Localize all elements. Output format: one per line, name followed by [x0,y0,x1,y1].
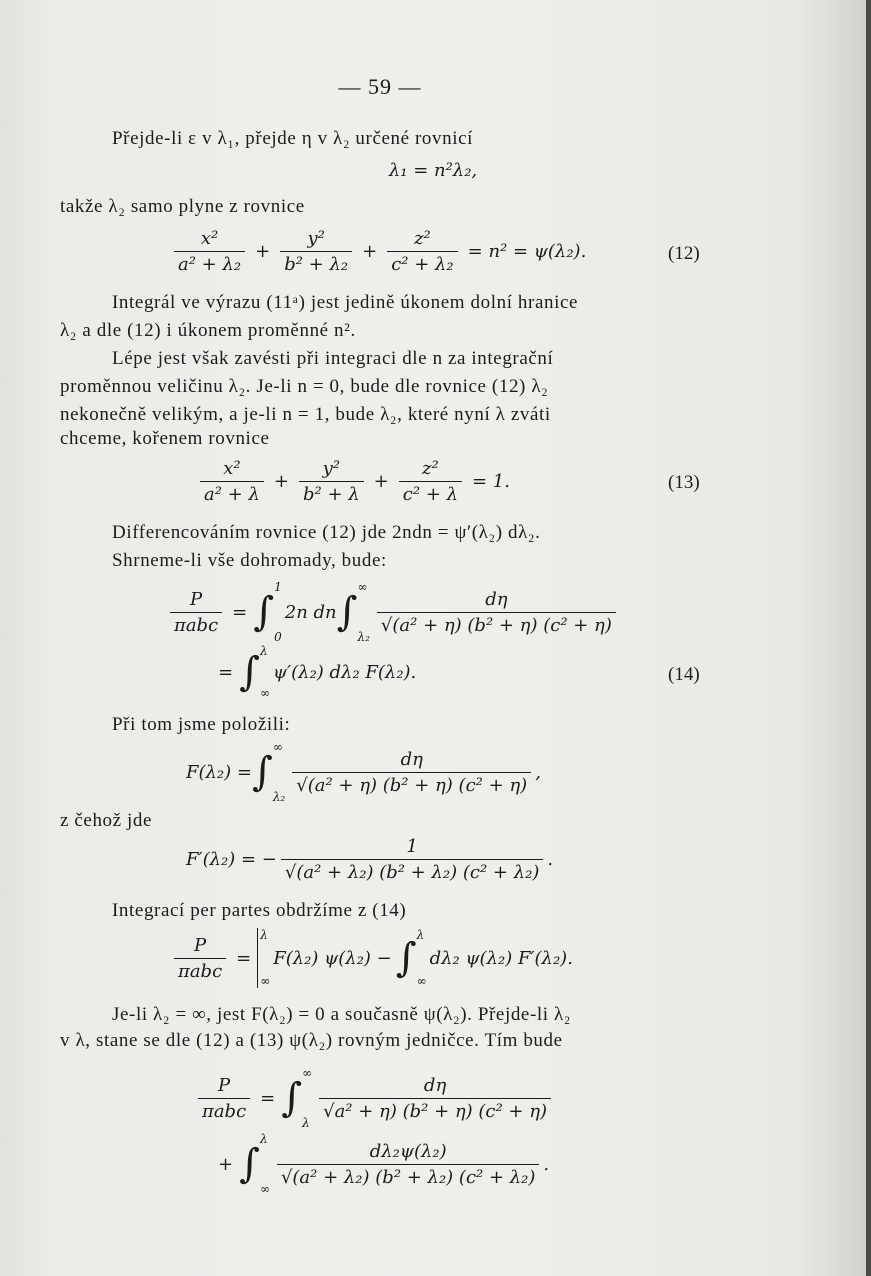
eq14-line2-lower: ∞ [259,686,270,700]
eqFinal-lower2: ∞ [259,1182,270,1196]
equation-per-partes: $\frac{P}{\text{πabc}}$ = λ ∞ F(λ₂) ψ(λ₂) − ∫ λ ∞ dλ₂ ψ(λ₂) F′(λ₂). [0,928,866,988]
paragraph-line: Lépe jest však zavésti při integraci dle n za integrační [112,348,554,369]
eqFinal-upper2: λ [259,1132,268,1146]
eqFprime-lhs: F′(λ₂) = − [186,849,277,870]
eqFinal-tail: . [543,1153,550,1175]
eqPP-body1: F(λ₂) ψ(λ₂) − [273,947,392,969]
paragraph-line: nekonečně velikým, a je-li n = 1, bude λ₂, které nyní λ zváti [60,404,551,425]
eq14-frac-num: dη [485,588,508,610]
eqPP-lhs-num: P [194,934,207,956]
paragraph-line: Shrneme-li vše dohromady, bude: [112,550,387,571]
integral-sign: ∫ [239,1141,260,1187]
eqFinal-lhs-den: πabc [198,1098,250,1122]
equation-label-13: (13) [668,472,700,493]
eqFinal-lhs-num: P [218,1074,231,1096]
eqFinal-lower1: λ [302,1116,310,1130]
eqFprime-den: √(a² + λ₂) (b² + λ₂) (c² + λ₂) [281,859,543,883]
paragraph-line: λ₂ a dle (12) i úkonem proměnné n². [60,320,356,341]
eqFinal-upper1: ∞ [302,1066,313,1080]
eq13-t3-num: z² [422,458,439,479]
eqF-lower: λ₂ [272,790,286,804]
paragraph-line: z čehož jde [60,810,153,831]
eqFinal-den2: √(a² + λ₂) (b² + λ₂) (c² + λ₂) [277,1164,539,1188]
eq12-t2-num: y² [307,228,325,249]
eq12-t2-den: b² + λ₂ [280,251,352,275]
equation-F [0,740,866,804]
eqF-tail: , [535,761,541,783]
paragraph-line: Přejde-li ε v λ₁, přejde η v λ₂ určené rovnicí [112,128,474,149]
eq14-int1-upper: 1 [274,580,282,594]
paragraph-line: Je-li λ₂ = ∞, jest F(λ₂) = 0 a současně ψ(λ₂). Přejde-li λ₂ [112,1004,572,1025]
eqPP-int-upper: λ [416,928,425,942]
integral-sign: ∫ [251,749,273,795]
page-edge [866,0,871,1276]
equation-final-line2: + ∫ λ ∞ $\frac{\text{dλ₂ψ(λ₂)}}{\text{√(a² + λ₂) (b² + λ₂) (c² + λ₂)}}$ . [218,1132,550,1196]
eq13-t1-den: a² + λ [200,481,264,505]
equation-lambda: λ₁ = n²λ₂, [388,160,478,181]
eq14-int2-lower: λ₂ [357,630,370,644]
eq12-rhs: = n² = ψ(λ₂). [467,241,587,262]
integral-sign: ∫ [281,1075,303,1121]
eqF-den: √(a² + η) (b² + η) (c² + η) [292,772,531,796]
equation-13: $\frac{\text{x²}}{\text{a² + λ}}$ + $\frac{\text{y²}}{\text{b² + λ}}$ + $\frac{\text{z²}}{\text{c² + λ}}$ = 1. [0,458,866,505]
eq14-lhs-den: πabc [170,612,222,636]
eqFprime-num: 1 [406,836,418,857]
eq14-int1-body: 2n dn [284,601,337,623]
eq13-t2-den: b² + λ [299,481,364,505]
integral-sign: ∫ [239,649,260,695]
evaluation-bar [257,928,258,988]
integral-sign: ∫ [253,589,275,635]
eqFprime-tail: . [547,849,554,870]
eq13-t3-den: c² + λ [399,481,462,505]
integral-sign: ∫ [336,589,358,635]
paragraph-line: takže λ₂ samo plyne z rovnice [60,196,305,217]
eq13-t1-num: x² [223,458,241,479]
eq13-t2-num: y² [322,458,341,479]
eq14-int2-upper: ∞ [357,580,368,594]
eqPP-int-lower: ∞ [416,974,427,988]
paragraph-line: proměnnou veličinu λ₂. Je-li n = 0, bude dle rovnice (12) λ₂ [60,376,549,397]
eq14-lhs-num: P [190,588,203,610]
eq14-line2-upper: λ [259,644,268,658]
eqPP-body2: dλ₂ ψ(λ₂) F′(λ₂). [429,947,573,969]
equation-label-12: (12) [668,243,700,264]
eq14-line2-body: ψ′(λ₂) dλ₂ F(λ₂). [272,661,417,683]
paragraph-line: Integrací per partes obdržíme z (14) [112,900,407,921]
paragraph-line: chceme, kořenem rovnice [60,428,270,449]
eqFinal-num2: dλ₂ψ(λ₂) [369,1140,447,1162]
equation-label-14: (14) [668,664,700,685]
eqPP-bar-upper: λ [260,928,268,942]
eqPP-lhs-den: πabc [174,958,226,982]
eq12-t1-num: x² [200,228,219,249]
integral-sign: ∫ [395,935,417,981]
eqF-num: dη [400,748,423,770]
eq13-rhs: = 1. [471,471,510,492]
page-number: — 59 — [338,74,422,99]
paragraph-line: Integrál ve výrazu (11ᵃ) jest jedině úkonem dolní hranice [112,292,579,313]
paragraph-line: v λ, stane se dle (12) a (13) ψ(λ₂) rovným jedničce. Tím bude [60,1030,563,1051]
eq12-t1-den: a² + λ₂ [174,251,245,275]
eqF-upper: ∞ [272,740,283,754]
equation-12: $\frac{\text{x²}}{\text{a² + λ₂}}$ + $\frac{\text{y²}}{\text{b² + λ₂}}$ + $\frac{\text{z²}}{\text{c² + λ₂}}$ = n² = ψ(λ₂). [0,228,866,275]
eq14-int1-lower: 0 [274,630,282,644]
eqFinal-den1: √a² + η) (b² + η) (c² + η) [319,1098,551,1122]
eqFinal-num1: dη [423,1074,447,1096]
eqF-lhs: F(λ₂) = [186,761,252,783]
eq14-frac-den: √(a² + η) (b² + η) (c² + η) [377,612,616,636]
equation-14-line1: $\frac{P}{\text{πabc}}$ = ∫ 1 0 2n dn ∫ ∞ λ₂ $\frac{d\eta}{\text{√(a² + η) (b² + η) (c² + η)}}$ [0,580,866,644]
eqPP-bar-lower: ∞ [260,974,271,988]
paragraph-line: Differencováním rovnice (12) jde 2ndn = ψ′(λ₂) dλ₂. [112,522,541,543]
eq12-t3-num: z² [414,228,431,249]
paragraph-line: Při tom jsme položili: [112,714,291,735]
equation-Fprime [0,836,866,883]
equation-final-line1: $\frac{P}{\text{πabc}}$ = ∫ ∞ λ $\frac{d\eta}{\text{√a² + η) (b² + η) (c² + η)}}$ [0,1066,866,1130]
equation-14-line2: = ∫ λ ∞ ψ′(λ₂) dλ₂ F(λ₂). [218,644,417,700]
eq12-t3-den: c² + λ₂ [387,251,457,275]
